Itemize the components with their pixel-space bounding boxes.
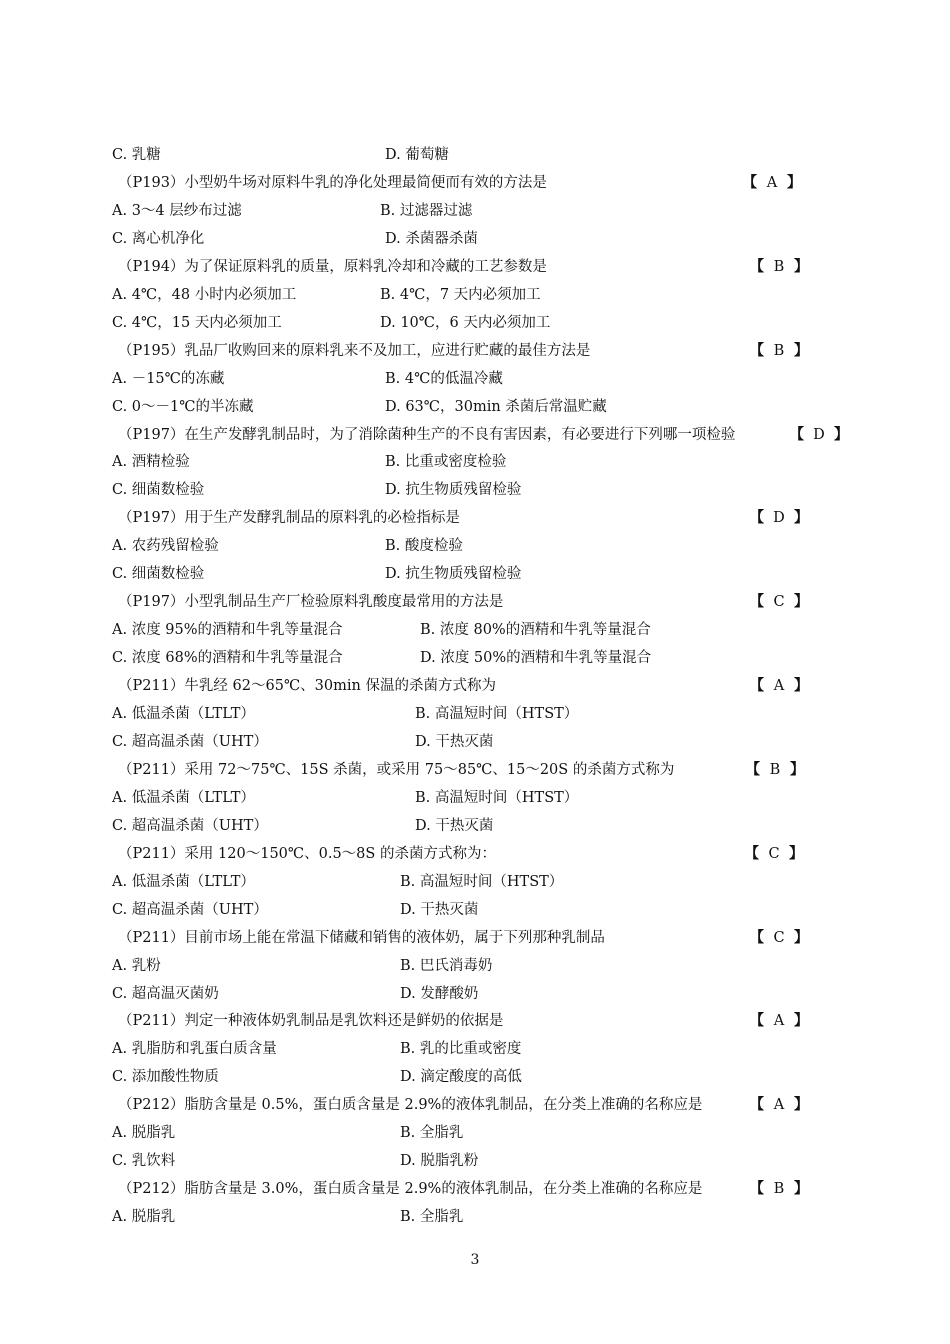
answer-bracket-open: 【 [749, 928, 764, 946]
option-right: D. 抗生物质残留检验 [385, 566, 522, 583]
question-row [0, 421, 950, 449]
question-row [0, 337, 950, 365]
option-right: D. 10℃，6 天内必须加工 [380, 314, 551, 331]
answer-bracket-close: 】 [794, 928, 809, 946]
answer-box [746, 337, 812, 365]
answer-bracket-open: 【 [742, 173, 757, 191]
question-text: （P211）采用 120～150℃、0.5～8S 的杀菌方式称为： [118, 845, 496, 862]
question-text: （P194）为了保证原料乳的质量，原料乳冷却和冷藏的工艺参数是 [118, 258, 547, 275]
options-row [0, 1203, 950, 1231]
option-right: D. 浓度 50%的酒精和牛乳等量混合 [420, 650, 652, 667]
option-right: B. 过滤器过滤 [380, 202, 473, 219]
options-row [0, 1147, 950, 1175]
answer-letter: D [773, 510, 785, 527]
option-right: D. 脱脂乳粉 [400, 1153, 479, 1170]
question-row [0, 756, 950, 784]
option-right: D. 抗生物质残留检验 [385, 482, 522, 499]
options-row [0, 812, 950, 840]
options-row [0, 1119, 950, 1147]
answer-letter: C [773, 594, 785, 611]
option-right: B. 酸度检验 [385, 538, 463, 555]
option-right: D. 杀菌器杀菌 [385, 230, 478, 247]
option-right: B. 4℃，7 天内必须加工 [380, 286, 541, 303]
question-text: （P195）乳品厂收购回来的原料乳来不及加工，应进行贮藏的最佳方法是 [118, 342, 591, 359]
option-left: C. 超高温杀菌（UHT） [112, 817, 268, 834]
answer-box [746, 1091, 812, 1119]
options-row [0, 896, 950, 924]
answer-box [742, 756, 808, 784]
answer-bracket-open: 【 [744, 844, 759, 862]
question-row [0, 1007, 950, 1035]
answer-bracket-open: 【 [745, 760, 760, 778]
answer-box [746, 1175, 812, 1203]
options-row [0, 1035, 950, 1063]
question-row [0, 253, 950, 281]
answer-bracket-open: 【 [749, 677, 764, 695]
answer-letter: A [773, 678, 785, 695]
question-row [0, 672, 950, 700]
option-left: A. 酒精检验 [112, 454, 190, 471]
options-row [0, 225, 950, 253]
options-row [0, 980, 950, 1008]
answer-bracket-open: 【 [789, 425, 804, 443]
options-row [0, 784, 950, 812]
option-left: A. 低温杀菌（LTLT） [112, 789, 255, 806]
options-row [0, 560, 950, 588]
question-text: （P211）采用 72～75℃、15S 杀菌，或采用 75～85℃、15～20S 的杀菌方式称为 [118, 761, 675, 778]
option-right: B. 浓度 80%的酒精和牛乳等量混合 [420, 622, 651, 639]
option-right: D. 葡萄糖 [385, 147, 449, 163]
answer-letter: B [773, 1181, 785, 1198]
options-row [0, 365, 950, 393]
option-left: C. 超高温杀菌（UHT） [112, 901, 268, 918]
option-left: A. 农药残留检验 [112, 538, 219, 555]
question-row [0, 1175, 950, 1203]
option-right: D. 63℃，30min 杀菌后常温贮藏 [385, 398, 607, 415]
question-row [0, 588, 950, 616]
question-row [0, 169, 950, 197]
option-left: C. 浓度 68%的酒精和牛乳等量混合 [112, 650, 343, 667]
options-row [0, 1063, 950, 1091]
option-left: C. 细菌数检验 [112, 566, 205, 583]
answer-letter: A [773, 1013, 785, 1030]
option-right: B. 4℃的低温冷藏 [385, 370, 503, 387]
option-right: B. 全脂乳 [400, 1209, 464, 1226]
answer-bracket-close: 】 [794, 341, 809, 359]
question-text: （P197）在生产发酵乳制品时，为了消除菌种生产的不良有害因素，有必要进行下列哪一项检验 [118, 426, 736, 443]
options-row [0, 532, 950, 560]
options-row [0, 393, 950, 421]
question-text: （P212）脂肪含量是 0.5%，蛋白质含量是 2.9%的液体乳制品，在分类上准确的名称应是 [118, 1097, 703, 1114]
option-left: A. 乳粉 [112, 957, 161, 974]
option-left: C. 超高温灭菌奶 [112, 985, 219, 1002]
options-row [0, 476, 950, 504]
answer-box [746, 1007, 812, 1035]
answer-bracket-close: 】 [790, 760, 805, 778]
answer-letter: B [773, 258, 785, 275]
option-left: A. 脱脂乳 [112, 1125, 176, 1142]
answer-bracket-open: 【 [749, 509, 764, 527]
options-row [0, 700, 950, 728]
answer-letter: B [773, 342, 785, 359]
option-left: C. 细菌数检验 [112, 482, 205, 499]
option-right: B. 全脂乳 [400, 1125, 464, 1142]
question-text: （P197）小型乳制品生产厂检验原料乳酸度最常用的方法是 [118, 594, 504, 611]
answer-letter: A [773, 1097, 785, 1114]
question-text: （P211）目前市场上能在常温下储藏和销售的液体奶，属于下列那种乳制品 [118, 929, 605, 946]
option-right: D. 滴定酸度的高低 [400, 1069, 522, 1086]
options-row [0, 952, 950, 980]
answer-bracket-close: 】 [794, 677, 809, 695]
options-row [0, 868, 950, 896]
option-left: C. 乳饮料 [112, 1153, 176, 1170]
question-row [0, 924, 950, 952]
option-right: B. 高温短时间（HTST） [415, 789, 579, 806]
option-right: B. 比重或密度检验 [385, 454, 507, 471]
answer-bracket-close: 】 [789, 844, 804, 862]
option-left: A. 3～4 层纱布过滤 [112, 202, 242, 219]
answer-bracket-close: 】 [794, 1180, 809, 1198]
answer-bracket-open: 【 [749, 341, 764, 359]
question-text: （P211）牛乳经 62～65℃、30min 保温的杀菌方式称为 [118, 678, 496, 695]
options-row [0, 644, 950, 672]
answer-bracket-close: 】 [834, 425, 849, 443]
option-right: B. 高温短时间（HTST） [400, 873, 564, 890]
option-right: D. 干热灭菌 [415, 733, 494, 750]
answer-letter: A [766, 174, 778, 191]
option-left: C. 4℃，15 天内必须加工 [112, 314, 282, 331]
answer-box [746, 924, 812, 952]
answer-letter: D [813, 426, 825, 443]
answer-bracket-close: 】 [794, 1096, 809, 1114]
question-text: （P197）用于生产发酵乳制品的原料乳的必检指标是 [118, 510, 460, 527]
answer-bracket-open: 【 [749, 1180, 764, 1198]
option-left: C. 超高温杀菌（UHT） [112, 733, 268, 750]
option-left: C. 添加酸性物质 [112, 1069, 219, 1086]
answer-box [786, 421, 852, 449]
option-right: B. 巴氏消毒奶 [400, 957, 493, 974]
answer-box [739, 169, 805, 197]
question-text: （P212）脂肪含量是 3.0%，蛋白质含量是 2.9%的液体乳制品，在分类上准确的名称应是 [118, 1181, 703, 1198]
option-right: B. 乳的比重或密度 [400, 1041, 522, 1058]
question-text: （P211）判定一种液体奶乳制品是乳饮料还是鲜奶的依据是 [118, 1013, 504, 1030]
answer-letter: C [768, 845, 780, 862]
question-row [0, 840, 950, 868]
option-left: A. 脱脂乳 [112, 1209, 176, 1226]
answer-bracket-close: 】 [794, 257, 809, 275]
question-text: （P193）小型奶牛场对原料牛乳的净化处理最简便而有效的方法是 [118, 174, 547, 191]
answer-bracket-close: 】 [787, 173, 802, 191]
option-right: D. 干热灭菌 [415, 817, 494, 834]
option-left: C. 0～－1℃的半冻藏 [112, 398, 254, 415]
answer-bracket-close: 】 [794, 593, 809, 611]
answer-letter: C [773, 929, 785, 946]
answer-bracket-open: 【 [749, 593, 764, 611]
options-row [0, 197, 950, 225]
answer-box [746, 588, 812, 616]
option-left: A. 乳脂肪和乳蛋白质含量 [112, 1041, 277, 1058]
answer-box [746, 253, 812, 281]
answer-bracket-open: 【 [749, 1096, 764, 1114]
option-right: D. 发酵酸奶 [400, 985, 479, 1002]
option-right: D. 干热灭菌 [400, 901, 479, 918]
option-left: A. 低温杀菌（LTLT） [112, 873, 255, 890]
options-row [0, 448, 950, 476]
option-left: C. 离心机净化 [112, 230, 205, 247]
answer-letter: B [769, 761, 781, 778]
question-row [0, 1091, 950, 1119]
option-right: B. 高温短时间（HTST） [415, 706, 579, 722]
option-left: A. 4℃，48 小时内必须加工 [112, 286, 297, 303]
options-row [0, 281, 950, 309]
answer-bracket-open: 【 [749, 1012, 764, 1030]
answer-box [741, 840, 807, 868]
options-row [0, 728, 950, 756]
options-row [0, 616, 950, 644]
answer-bracket-open: 【 [749, 257, 764, 275]
options-row [0, 309, 950, 337]
option-left: A. 浓度 95%的酒精和牛乳等量混合 [112, 622, 343, 639]
page-number: 3 [470, 1252, 480, 1268]
answer-bracket-close: 】 [794, 509, 809, 527]
option-left: A. －15℃的冻藏 [112, 370, 225, 387]
option-left: C. 乳糖 [112, 147, 161, 163]
answer-bracket-close: 】 [794, 1012, 809, 1030]
options-row [0, 141, 950, 169]
answer-box [746, 672, 812, 700]
option-left: A. 低温杀菌（LTLT） [112, 706, 255, 722]
question-row [0, 504, 950, 532]
answer-box [746, 504, 812, 532]
